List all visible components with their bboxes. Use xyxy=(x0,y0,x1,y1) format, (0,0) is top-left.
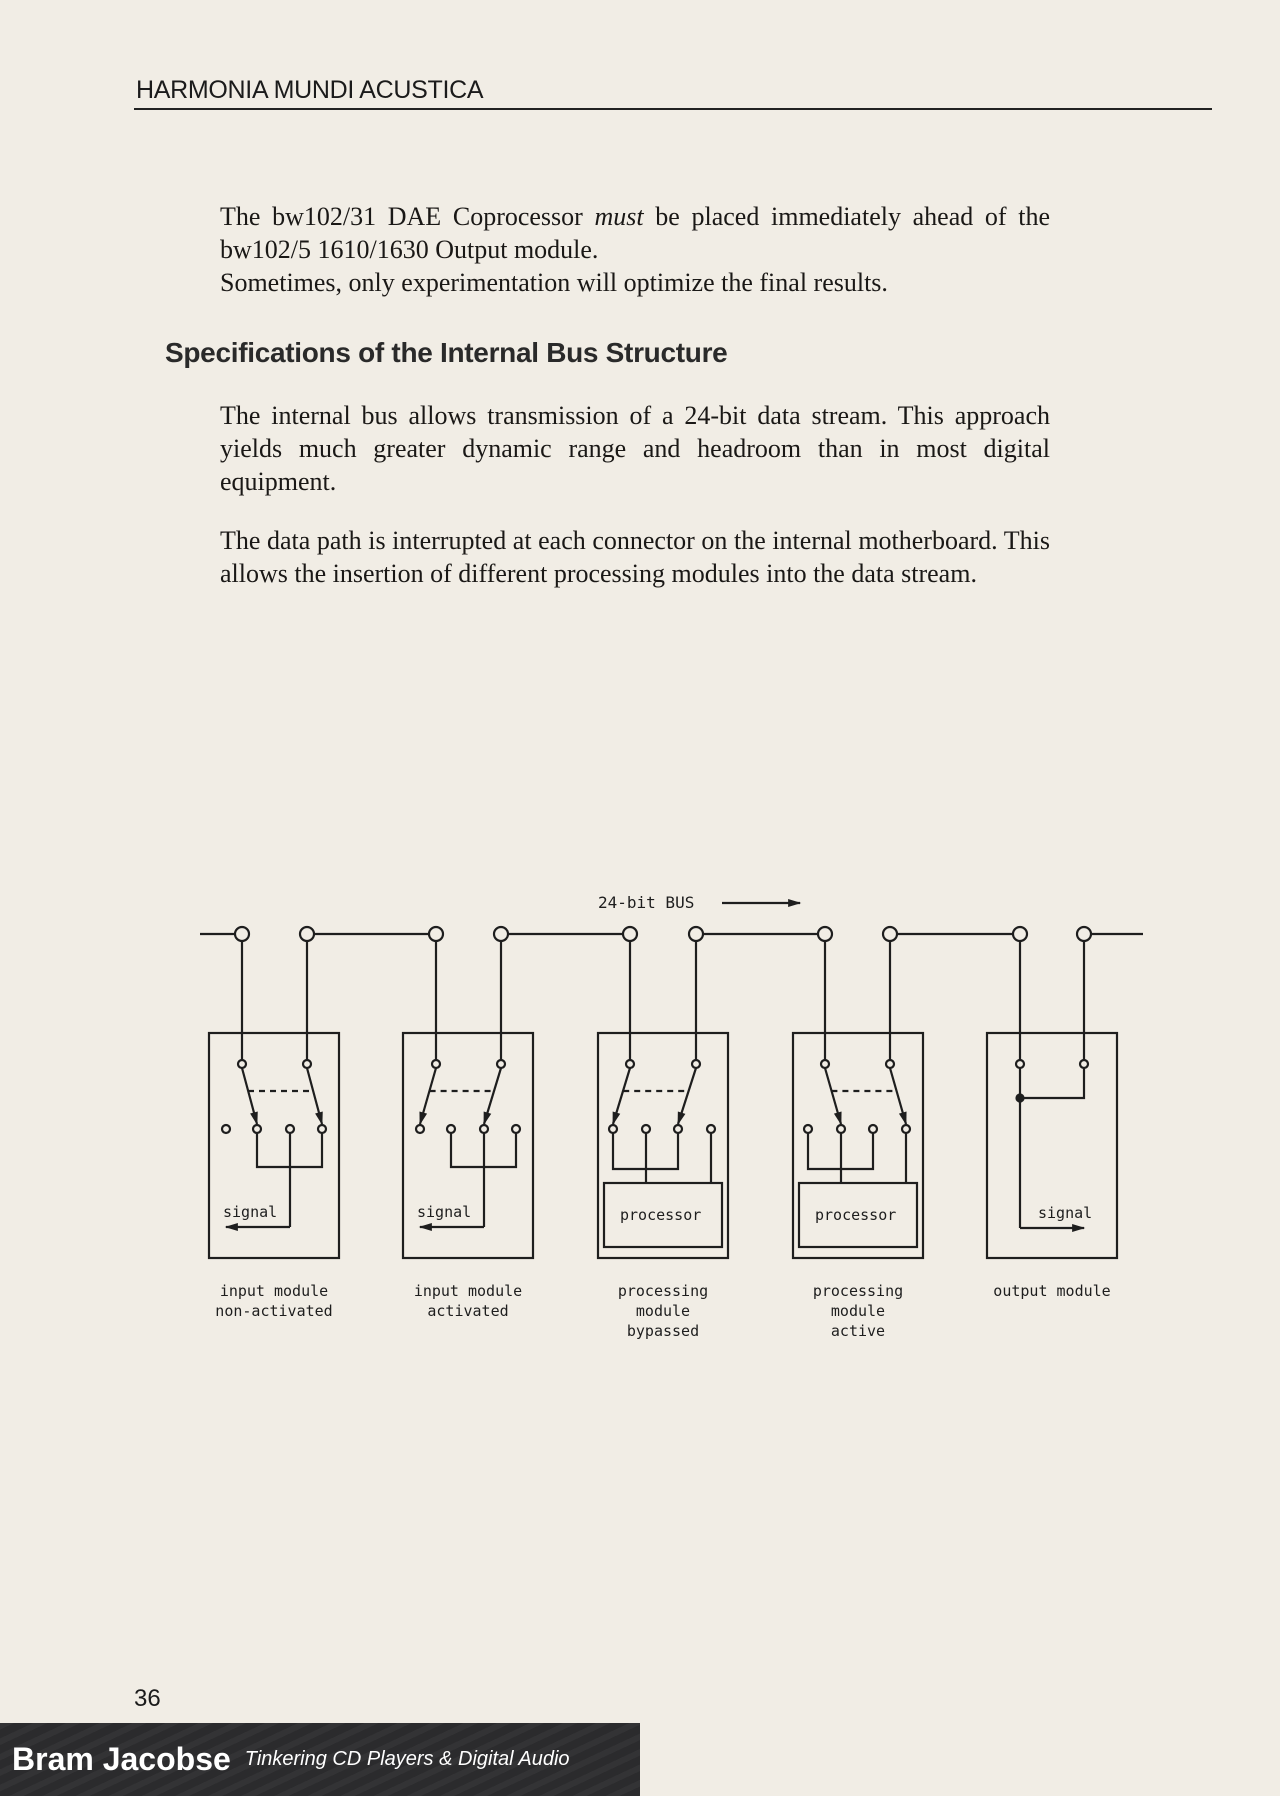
paragraph-line: Sometimes, only experimentation will optimize the final results. xyxy=(220,268,888,297)
module-inner-label: signal xyxy=(417,1203,472,1221)
bus-connector xyxy=(623,927,637,941)
switch-pivot xyxy=(626,1060,634,1068)
switch-blade xyxy=(307,1068,322,1124)
bus-label: 24-bit BUS xyxy=(598,893,695,912)
module-box xyxy=(209,1033,339,1258)
module-box xyxy=(598,1033,728,1258)
switch-blade xyxy=(420,1068,436,1124)
bus-connector xyxy=(429,927,443,941)
paragraph-text: The data path is interrupted at each connector on the internal motherboard. This allows the insertion of different processing modules into the data stream. xyxy=(220,526,1050,588)
switch-pivot xyxy=(238,1060,246,1068)
switch-blade xyxy=(678,1068,696,1124)
module-caption: activated xyxy=(427,1302,509,1320)
switch-pivot xyxy=(432,1060,440,1068)
bus-connector xyxy=(494,927,508,941)
switch-contact xyxy=(286,1125,294,1133)
switch-contact xyxy=(674,1125,682,1133)
module-inner-label: processor xyxy=(620,1206,702,1224)
switch-contact xyxy=(804,1125,812,1133)
module-caption: processing xyxy=(617,1282,709,1300)
paragraph-text: The internal bus allows transmission of a 24-bit data stream. This approach yields much greater dynamic range and headroom than in most digital equipment. xyxy=(220,401,1050,496)
switch-pivot xyxy=(1080,1060,1088,1068)
module-caption: active xyxy=(830,1322,886,1340)
text-run: be placed immediately ahead of the bw102/5 1610/1630 Output module. xyxy=(220,202,1050,264)
module-caption: module xyxy=(635,1302,691,1320)
bus-connector xyxy=(300,927,314,941)
switch-pivot xyxy=(886,1060,894,1068)
module-caption: processing xyxy=(812,1282,904,1300)
module-4 xyxy=(793,927,923,1258)
module-box xyxy=(793,1033,923,1258)
switch-contact xyxy=(222,1125,230,1133)
module-3 xyxy=(598,927,728,1258)
switch-contact xyxy=(512,1125,520,1133)
module-caption: input module xyxy=(413,1282,523,1300)
running-head-title: HARMONIA MUNDI ACUSTICA xyxy=(136,76,484,104)
text-run: The bw102/31 DAE Coprocessor xyxy=(220,202,595,231)
module-caption: module xyxy=(830,1302,886,1320)
page-number: 36 xyxy=(134,1685,161,1712)
switch-contact xyxy=(707,1125,715,1133)
module-inner-label: processor xyxy=(815,1206,897,1224)
module-1 xyxy=(209,927,339,1258)
bus-connector xyxy=(883,927,897,941)
module-box xyxy=(987,1033,1117,1258)
switch-blade xyxy=(613,1068,630,1124)
switch-pivot xyxy=(303,1060,311,1068)
switch-contact xyxy=(480,1125,488,1133)
switch-pivot xyxy=(821,1060,829,1068)
banner-subtitle: Tinkering CD Players & Digital Audio xyxy=(244,1748,570,1770)
bus-connector xyxy=(235,927,249,941)
switch-blade xyxy=(890,1068,906,1124)
bus-connector xyxy=(1077,927,1091,941)
module-inner-label: signal xyxy=(1038,1204,1093,1222)
module-5 xyxy=(987,927,1117,1258)
switch-contact xyxy=(416,1125,424,1133)
junction-dot xyxy=(1017,1095,1024,1102)
module-caption: input module xyxy=(219,1282,329,1300)
banner-author: Bram Jacobse xyxy=(12,1741,231,1777)
module-2 xyxy=(403,927,533,1258)
switch-pivot xyxy=(1016,1060,1024,1068)
bus-connector xyxy=(689,927,703,941)
footer-banner xyxy=(0,1723,640,1796)
switch-blade xyxy=(484,1068,501,1124)
module-inner-label: signal xyxy=(223,1203,278,1221)
switch-contact xyxy=(609,1125,617,1133)
module-caption: non-activated xyxy=(215,1302,333,1320)
bus-connector xyxy=(818,927,832,941)
module-caption: bypassed xyxy=(626,1322,700,1340)
switch-contact xyxy=(447,1125,455,1133)
switch-blade xyxy=(242,1068,257,1124)
switch-blade xyxy=(825,1068,841,1124)
switch-pivot xyxy=(692,1060,700,1068)
bus-connector xyxy=(1013,927,1027,941)
switch-pivot xyxy=(497,1060,505,1068)
module-box xyxy=(403,1033,533,1258)
switch-contact xyxy=(318,1125,326,1133)
emphasis-must: must xyxy=(594,202,644,231)
switch-contact xyxy=(902,1125,910,1133)
signal-path xyxy=(1020,1068,1084,1098)
section-title: Specifications of the Internal Bus Structure xyxy=(165,337,728,368)
switch-contact xyxy=(253,1125,261,1133)
switch-contact xyxy=(837,1125,845,1133)
switch-contact xyxy=(869,1125,877,1133)
module-caption: output module xyxy=(993,1282,1111,1300)
switch-contact xyxy=(642,1125,650,1133)
